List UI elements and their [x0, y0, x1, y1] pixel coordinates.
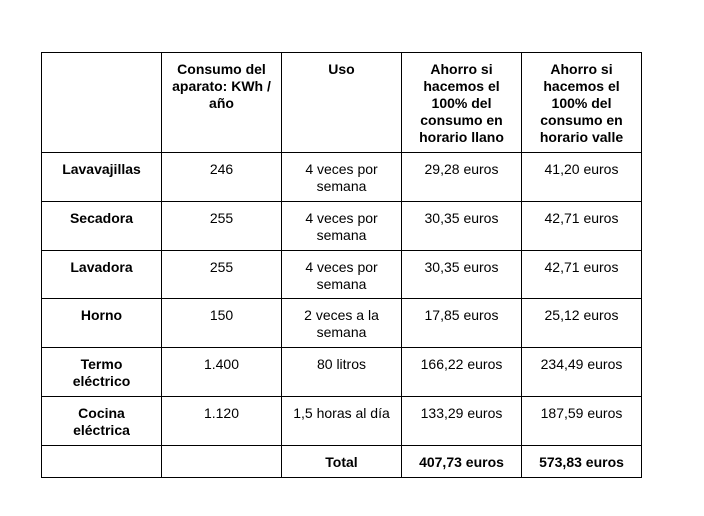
empty-cell	[162, 446, 282, 478]
usage-value: 4 veces por semana	[282, 251, 402, 299]
appliance-name: Secadora	[42, 202, 162, 251]
appliance-name: Termo eléctrico	[42, 348, 162, 397]
consumption-value: 255	[162, 251, 282, 299]
savings-flat-value: 30,35 euros	[402, 251, 522, 299]
consumption-value: 246	[162, 153, 282, 202]
header-cell-appliance	[42, 53, 162, 153]
consumption-value: 1.400	[162, 348, 282, 397]
table-row	[42, 202, 642, 251]
total-savings-valley: 573,83 euros	[522, 446, 642, 478]
consumption-value: 255	[162, 202, 282, 251]
appliance-name: Cocina eléctrica	[42, 397, 162, 446]
total-savings-flat: 407,73 euros	[402, 446, 522, 478]
usage-value: 2 veces a la semana	[282, 299, 402, 348]
savings-flat-value: 29,28 euros	[402, 153, 522, 202]
table-row	[42, 153, 642, 202]
table-row	[42, 299, 642, 348]
table-row	[42, 251, 642, 299]
header-cell-savings-flat: Ahorro si hacemos el 100% del consumo en horario llano	[402, 53, 522, 153]
header-cell-usage: Uso	[282, 53, 402, 153]
header-cell-consumption: Consumo del aparato: KWh / año	[162, 53, 282, 153]
consumption-value: 1.120	[162, 397, 282, 446]
appliance-savings-table	[41, 52, 642, 478]
consumption-value: 150	[162, 299, 282, 348]
savings-valley-value: 41,20 euros	[522, 153, 642, 202]
savings-flat-value: 166,22 euros	[402, 348, 522, 397]
savings-flat-value: 17,85 euros	[402, 299, 522, 348]
appliance-name: Lavadora	[42, 251, 162, 299]
table-header-row	[42, 53, 642, 153]
appliance-name: Lavavajillas	[42, 153, 162, 202]
usage-value: 80 litros	[282, 348, 402, 397]
savings-flat-value: 30,35 euros	[402, 202, 522, 251]
usage-value: 4 veces por semana	[282, 202, 402, 251]
empty-cell	[42, 446, 162, 478]
savings-valley-value: 42,71 euros	[522, 202, 642, 251]
savings-valley-value: 187,59 euros	[522, 397, 642, 446]
header-cell-savings-valley: Ahorro si hacemos el 100% del consumo en horario valle	[522, 53, 642, 153]
table-row	[42, 397, 642, 446]
savings-valley-value: 234,49 euros	[522, 348, 642, 397]
total-label: Total	[282, 446, 402, 478]
table-total-row	[42, 446, 642, 478]
table-row	[42, 348, 642, 397]
savings-valley-value: 42,71 euros	[522, 251, 642, 299]
savings-valley-value: 25,12 euros	[522, 299, 642, 348]
appliance-name: Horno	[42, 299, 162, 348]
usage-value: 4 veces por semana	[282, 153, 402, 202]
savings-flat-value: 133,29 euros	[402, 397, 522, 446]
usage-value: 1,5 horas al día	[282, 397, 402, 446]
